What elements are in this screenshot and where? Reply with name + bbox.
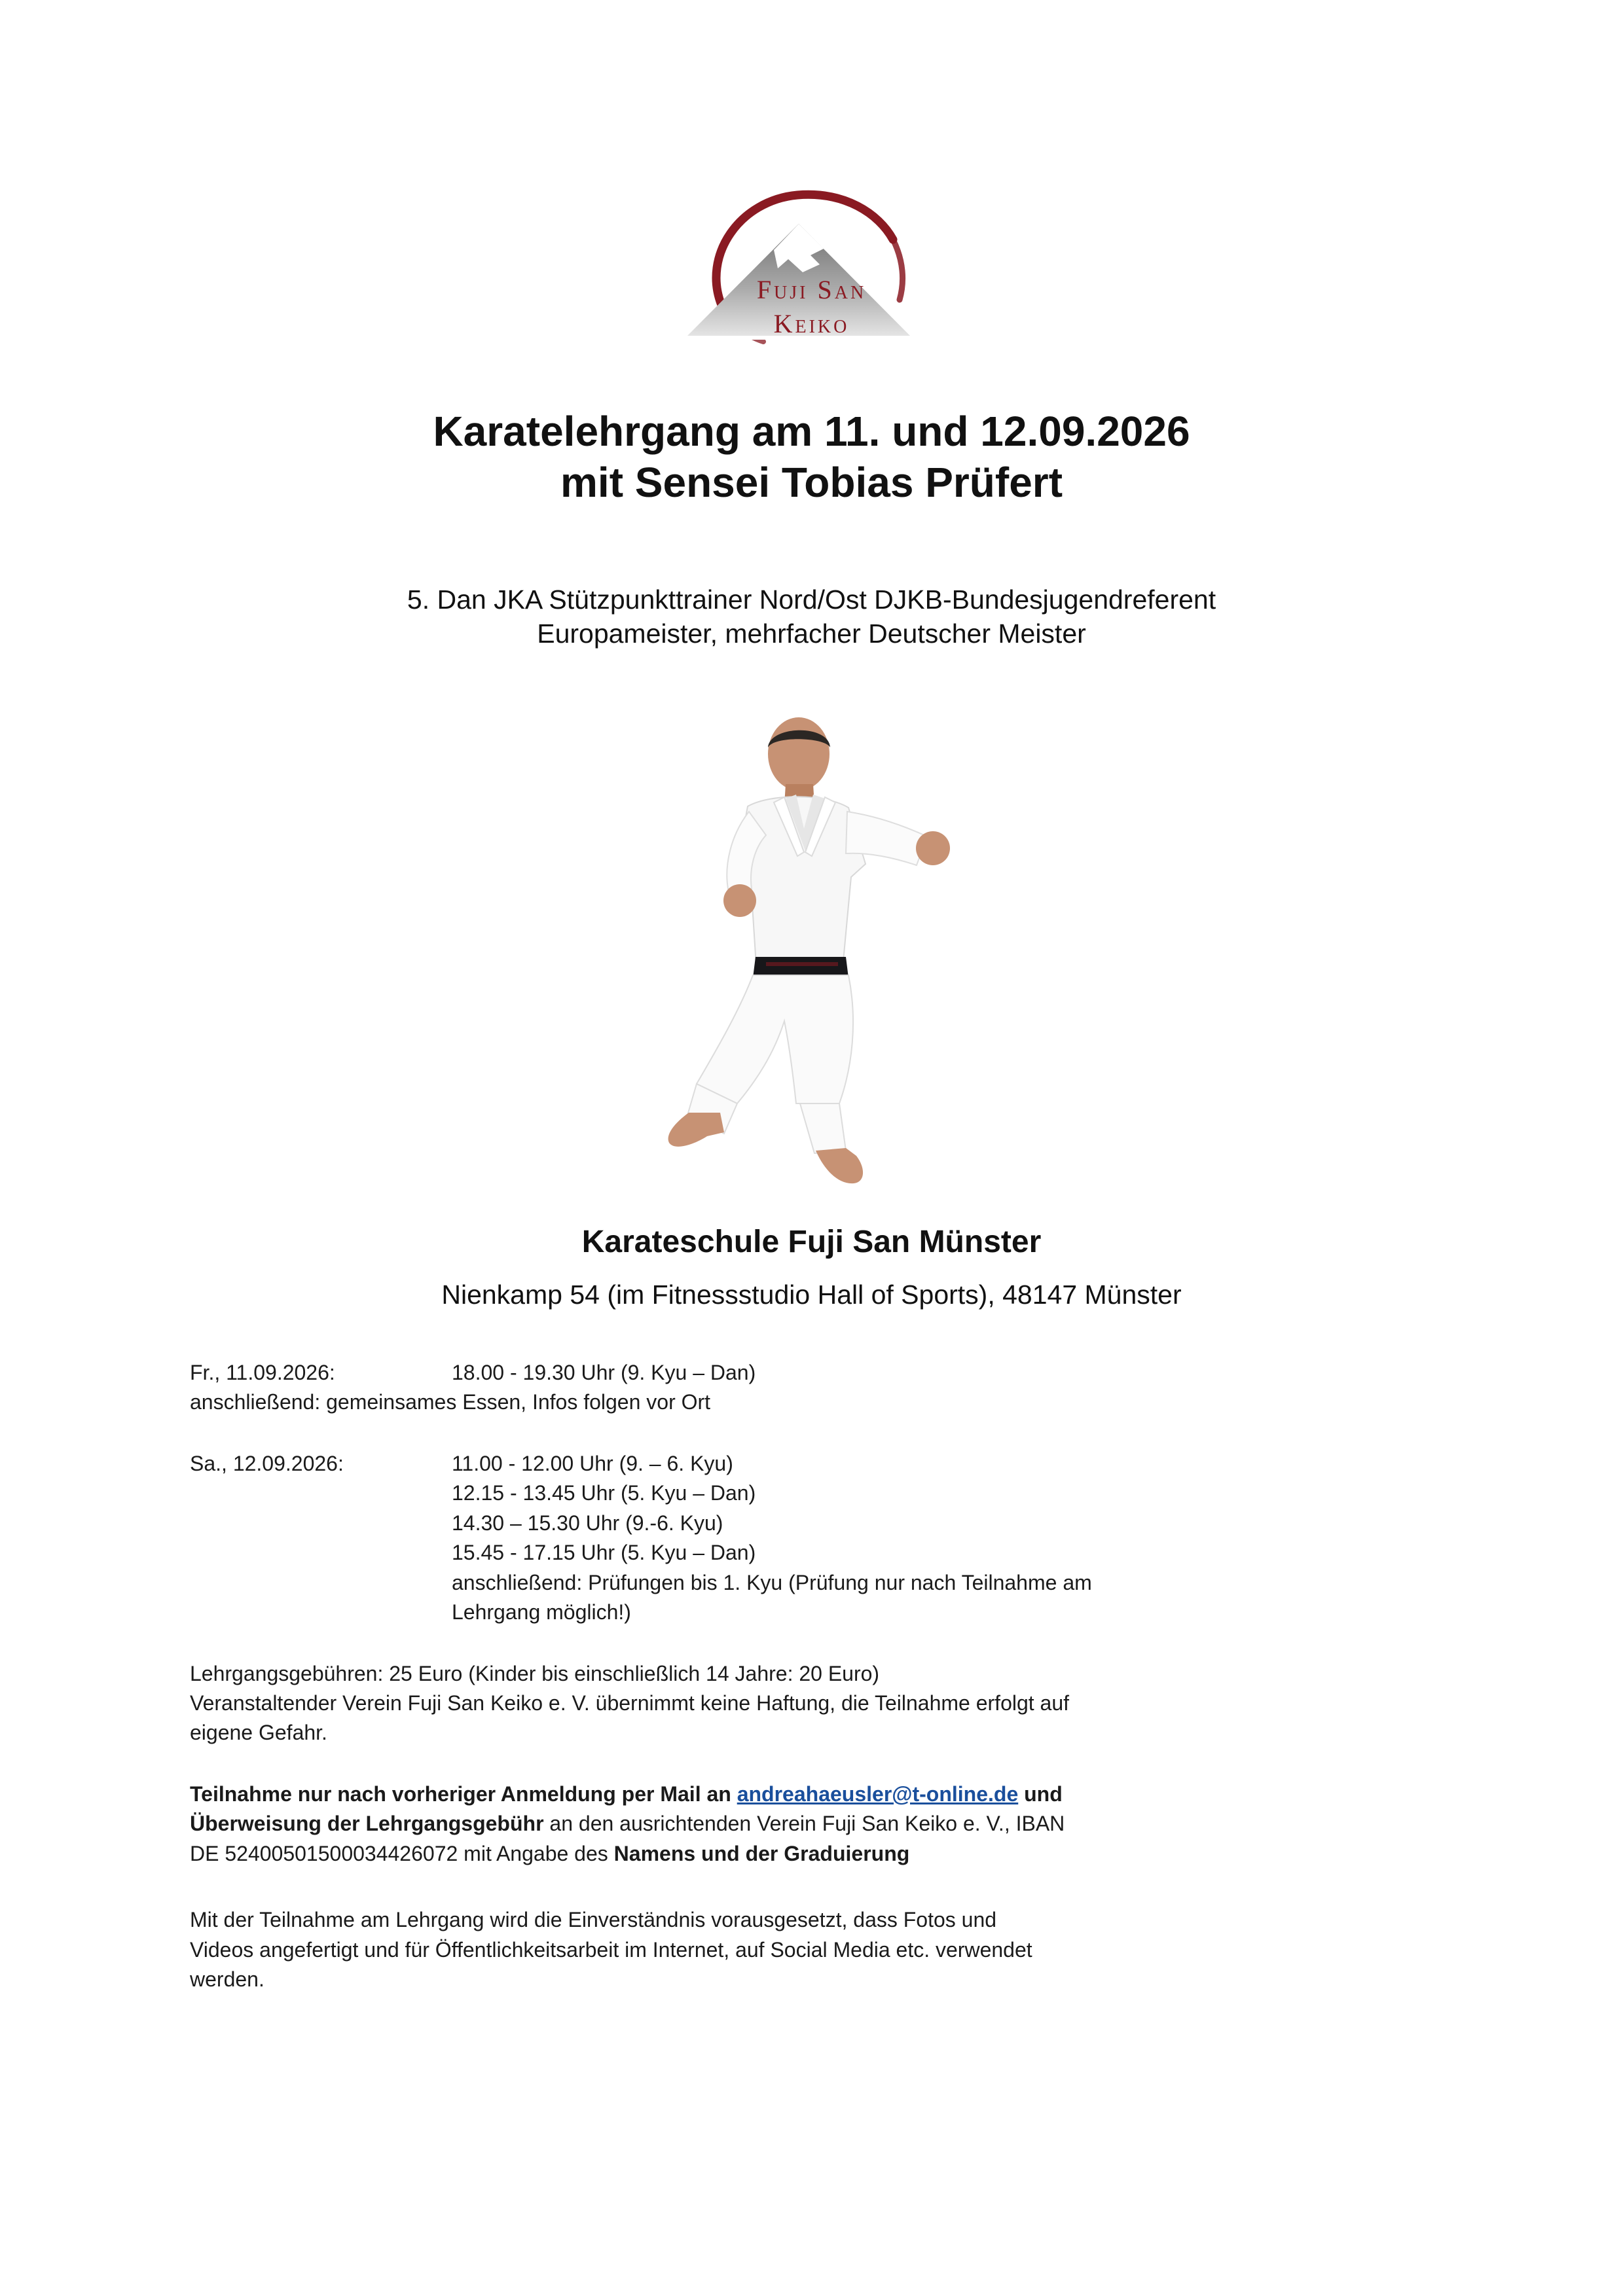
fees-line-2: Veranstaltender Verein Fuji San Keiko e. V. übernimmt keine Haftung, die Teilnahme erfolgt auf (190, 1691, 1070, 1715)
registration-line-3 (190, 1839, 1434, 1869)
logo-line-2: Keiko (773, 309, 850, 338)
title-line-2: mit Sensei Tobias Prüfert (560, 459, 1063, 507)
registration-after: und (1018, 1782, 1063, 1806)
schedule-item: 14.30 – 15.30 Uhr (9.-6. Kyu) (452, 1511, 723, 1535)
reference-bold: Namens und der Graduierung (613, 1841, 910, 1865)
spacer (190, 1628, 1434, 1659)
schedule-items-saturday (452, 1449, 1434, 1628)
schedule-item: 18.00 - 19.30 Uhr (9. Kyu – Dan) (452, 1361, 756, 1384)
consent-line-2: Videos angefertigt und für Öffentlichkeitsarbeit im Internet, auf Social Media etc. verwendet (190, 1937, 1032, 1962)
consent-line-3: werden. (190, 1967, 264, 1991)
spacer (190, 1869, 1434, 1905)
transfer-rest: an den ausrichtenden Verein Fuji San Keiko e. V., IBAN (543, 1812, 1065, 1836)
registration-paragraph (190, 1780, 1434, 1869)
schedule-items-friday (452, 1358, 1434, 1388)
schedule-item: 11.00 - 12.00 Uhr (9. – 6. Kyu) (452, 1451, 733, 1475)
venue-address: Nienkamp 54 (im Fitnessstudio Hall of Sports), 48147 Münster (441, 1280, 1182, 1310)
spacer (190, 1418, 1434, 1449)
schedule-day-saturday: Sa., 12.09.2026: (190, 1451, 344, 1475)
instructor-photo-container (0, 713, 1623, 1211)
details-body (190, 1358, 1434, 1994)
schedule-item: 12.15 - 13.45 Uhr (5. Kyu – Dan) (452, 1481, 756, 1505)
fees-paragraph (190, 1659, 1434, 1748)
instructor-photo (609, 713, 1015, 1211)
schedule-row-friday (190, 1358, 1434, 1388)
karateka-illustration (609, 713, 1015, 1211)
schedule-item: 15.45 - 17.15 Uhr (5. Kyu – Dan) (452, 1541, 756, 1565)
email-link[interactable]: andreahaeusler@t-online.de (737, 1782, 1019, 1806)
consent-paragraph (190, 1905, 1434, 1994)
spacer (190, 1748, 1434, 1780)
iban-text: DE 52400501500034426072 mit Angabe des (190, 1841, 614, 1865)
schedule-day-friday: Fr., 11.09.2026: (190, 1361, 335, 1384)
schedule-item: anschließend: Prüfungen bis 1. Kyu (Prüfung nur nach Teilnahme am (452, 1570, 1092, 1594)
fuji-san-keiko-logo (648, 177, 976, 367)
registration-line-2 (190, 1809, 1434, 1839)
venue-name: Karateschule Fuji San Münster (581, 1225, 1042, 1259)
fees-line-3: eigene Gefahr. (190, 1721, 327, 1745)
fees-line-1: Lehrgangsgebühren: 25 Euro (Kinder bis einschließlich 14 Jahre: 20 Euro) (190, 1661, 880, 1685)
instructor-credentials (118, 583, 1505, 651)
schedule-row-saturday (190, 1449, 1434, 1628)
consent-line-1: Mit der Teilnahme am Lehrgang wird die Einverständnis vorausgesetzt, dass Fotos und (190, 1908, 997, 1932)
logo-line-1: Fuji San (756, 275, 867, 304)
registration-line-1 (190, 1780, 1434, 1809)
registration-lead: Teilnahme nur nach vorheriger Anmeldung per Mail an (190, 1782, 737, 1806)
logo-wordmark (648, 275, 976, 339)
page-title (118, 406, 1505, 508)
credentials-line-1: 5. Dan JKA Stützpunkttrainer Nord/Ost DJKB-Bundesjugendreferent (407, 584, 1216, 615)
logo-container (0, 177, 1623, 367)
transfer-bold: Überweisung der Lehrgangsgebühr (190, 1812, 544, 1836)
credentials-line-2: Europameister, mehrfacher Deutscher Meister (537, 619, 1086, 649)
schedule-note-friday: anschließend: gemeinsames Essen, Infos folgen vor Ort (190, 1390, 711, 1414)
title-line-1: Karatelehrgang am 11. und 12.09.2026 (433, 408, 1190, 455)
schedule-item: Lehrgang möglich!) (452, 1600, 631, 1624)
